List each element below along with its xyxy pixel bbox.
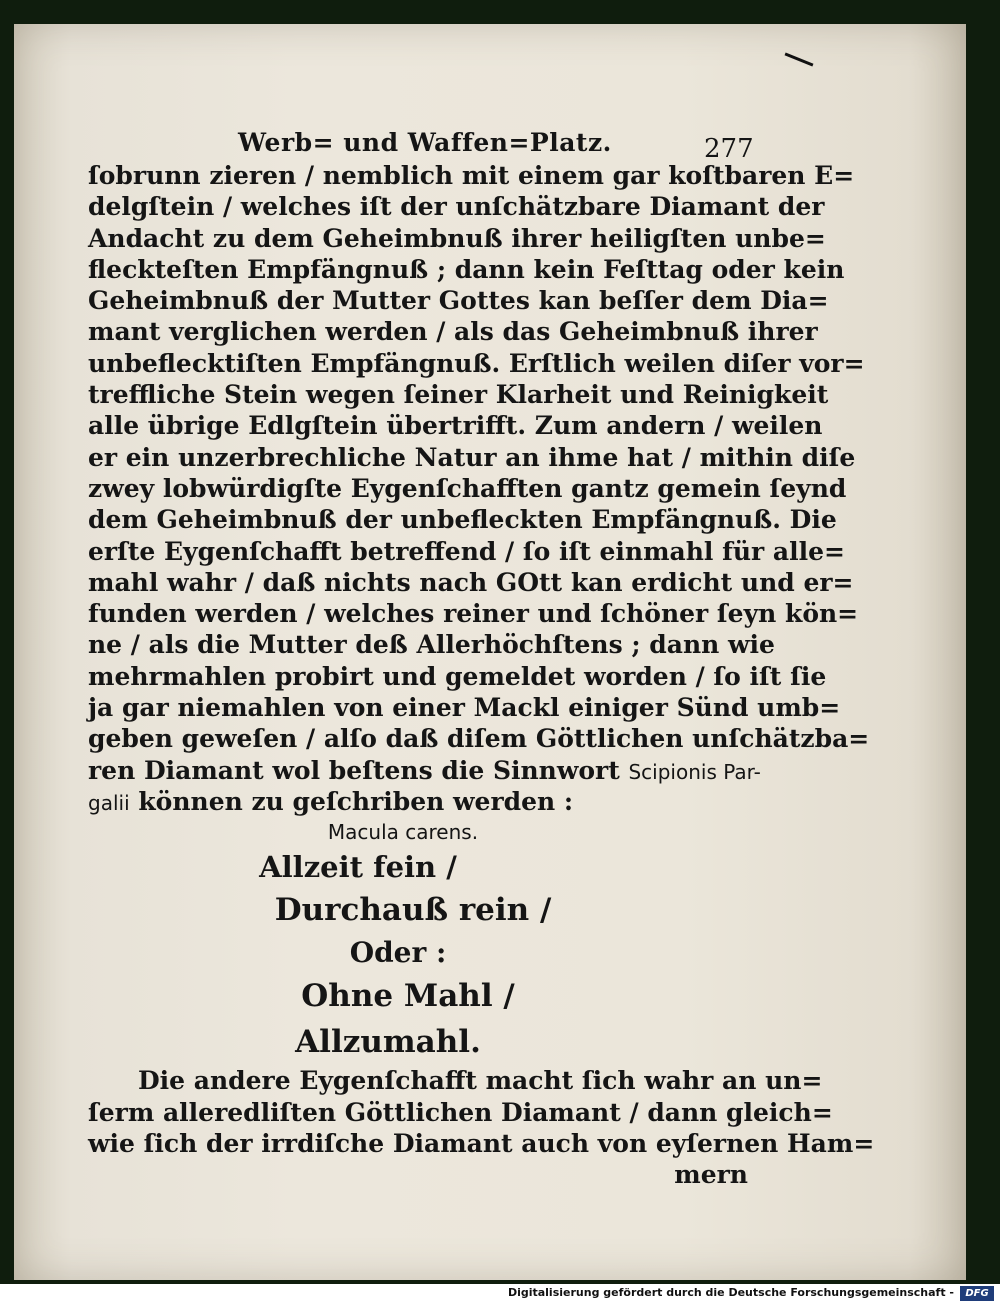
text-line: zwey lobwürdigſte Eygenſchafften gantz gemein ſeynd [88, 473, 847, 503]
text-line: ne / als die Mutter deß Allerhöchſtens ; dann wie [88, 630, 775, 660]
page-number: 277 [704, 134, 754, 164]
text-line: ſobrunn zieren / nemblich mit einem gar koſtbaren E= [88, 161, 855, 190]
text-line [88, 755, 761, 786]
text-line: mant verglichen werden / als das Geheimbnuß ihrer [88, 317, 818, 347]
page-text-block [88, 118, 875, 1190]
funding-credit: Digitalisierung gefördert durch die Deutsche Forschungsgemeinschaft - [507, 1286, 954, 1299]
footer-bar [0, 1284, 1000, 1304]
text-line: fleckteſten Empfängnuß ; dann kein Feſttag oder kein [88, 254, 845, 284]
text-line: mahl wahr / daß nichts nach GOtt kan erdicht und er= [88, 567, 854, 597]
text-line: mehrmahlen probirt und gemeldet worden / ſo iſt ſie [88, 661, 827, 691]
verse-line: Allzumahl. [295, 1024, 481, 1061]
text-line: Andacht zu dem Geheimbnuß ihrer heiligſten unbe= [88, 223, 826, 253]
text-line: funden werden / welches reiner und ſchöner ſeyn kön= [88, 599, 859, 629]
text-line: delgſtein / welches iſt der unſchätzbare Diamant der [88, 192, 825, 222]
text-line [88, 786, 748, 817]
text-line: ja gar niemahlen von einer Mackl einiger Sünd umb= [88, 693, 841, 723]
verse-line: Ohne Mahl / [301, 978, 515, 1015]
text-line: wie ſich der irrdiſche Diamant auch von eyſernen Ham= [88, 1128, 875, 1158]
verse-line: Durchauß rein / [274, 892, 552, 929]
text-line: erſte Eygenſchafft betreffend / ſo iſt einmahl für alle= [88, 536, 845, 566]
text-line: ſerm alleredliſten Göttlichen Diamant / dann gleich= [88, 1097, 833, 1127]
verse-line: Oder : [349, 936, 447, 970]
dfg-logo-icon: DFG [960, 1286, 994, 1301]
text-line: dem Geheimbnuß der unbefleckten Empfängnuß. Die [88, 505, 837, 535]
line-text: können zu geſchriben werden : [138, 786, 574, 816]
text-line: er ein unzerbrechliche Natur an ihme hat / mithin diſe [88, 442, 856, 472]
paragraph-1 [88, 160, 870, 786]
catchword: mern [674, 1160, 748, 1190]
motto: Macula carens. [327, 820, 479, 845]
running-head [88, 118, 754, 164]
line-text: ren Diamant wol beſtens die Sinnwort [88, 755, 620, 785]
text-line: geben geweſen / alſo daß diſem Göttlichen unſchätzba= [88, 724, 870, 754]
running-title: Werb= und Waffen=Platz. [238, 128, 612, 157]
page-corner-mark [785, 52, 814, 66]
text-line: treffliche Stein wegen ſeiner Klarheit und Reinigkeit [88, 380, 829, 410]
text-line: unbeflecktiſten Empfängnuß. Erſtlich weilen diſer vor= [88, 348, 865, 378]
latin-name: galii [88, 790, 130, 815]
text-line: Geheimbnuß der Mutter Gottes kan beſſer dem Dia= [88, 286, 829, 316]
verse-line: Allzeit fein / [259, 850, 457, 885]
latin-name: Scipionis Par- [628, 759, 761, 784]
text-line: alle übrige Edlgſtein übertrifft. Zum andern / weilen [88, 411, 823, 441]
text-line: Die andere Eygenſchafft macht ſich wahr an un= [138, 1066, 823, 1096]
